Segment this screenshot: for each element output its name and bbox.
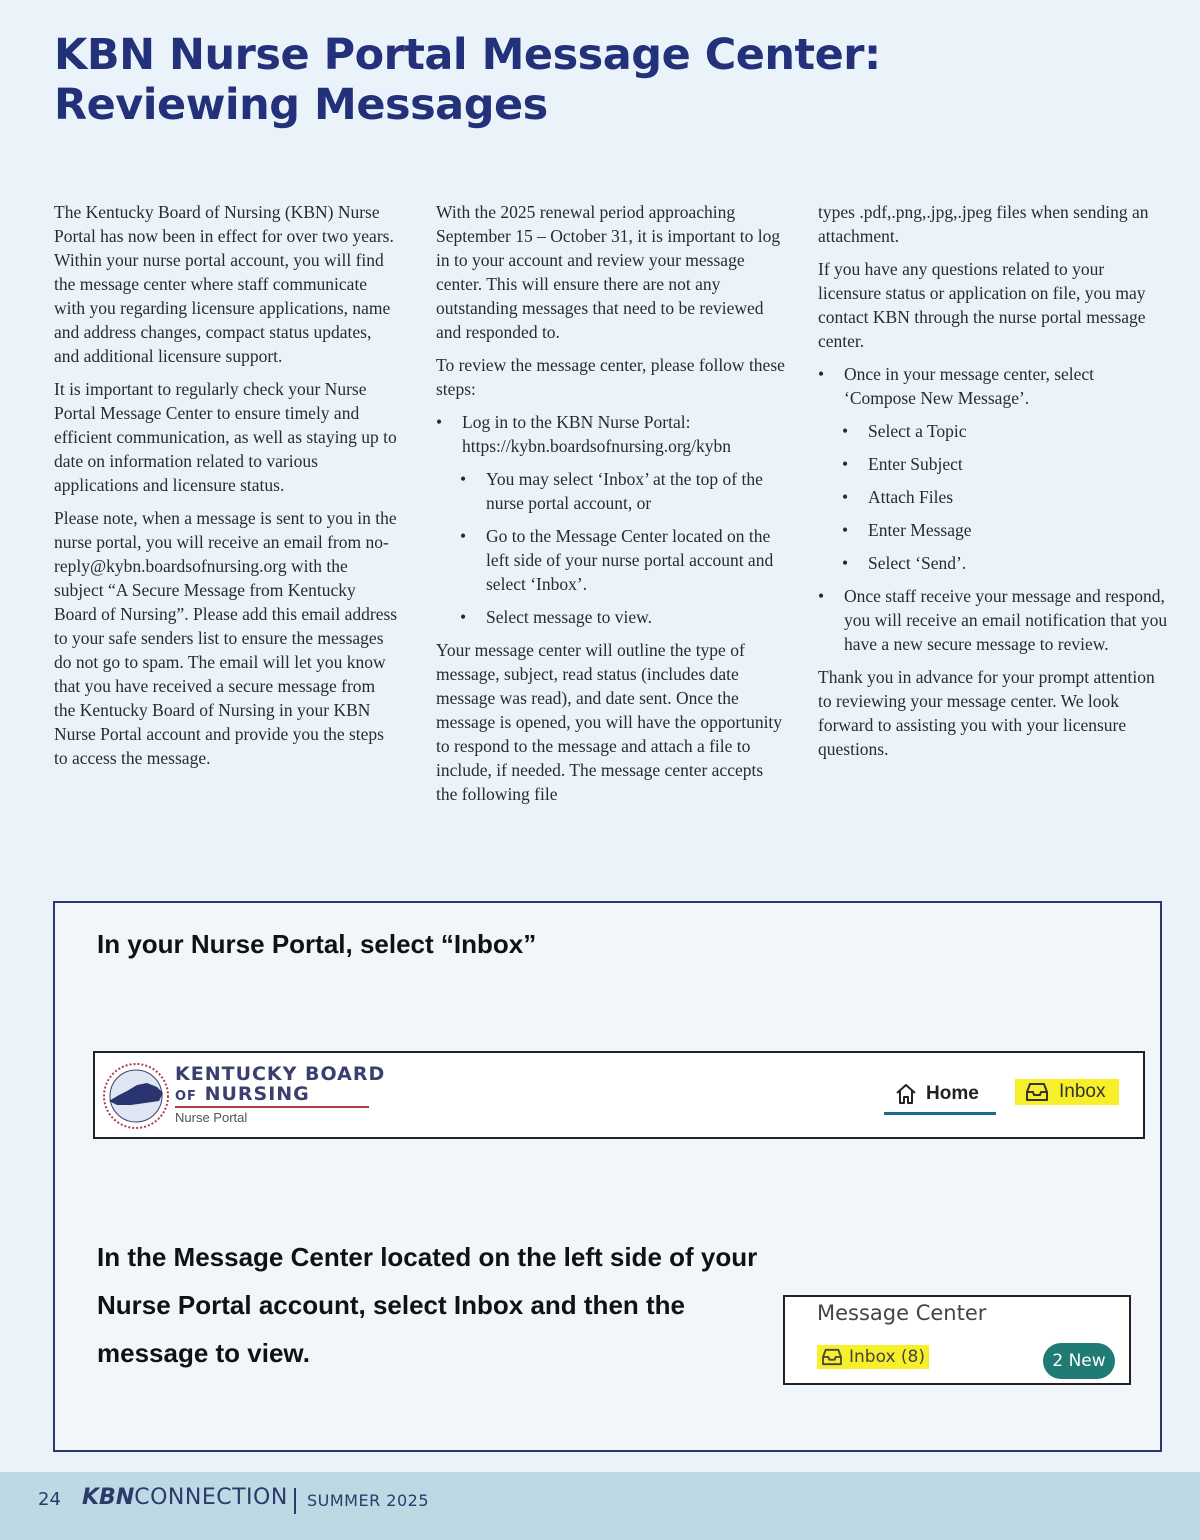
logo-of: OF: [175, 1089, 197, 1104]
list-item: • Enter Message: [842, 518, 1168, 542]
title-line-2: Reviewing Messages: [54, 80, 548, 130]
list-item: • Enter Subject: [842, 452, 1168, 476]
new-messages-badge: 2 New: [1043, 1343, 1115, 1379]
logo-line-1: KENTUCKY BOARD: [175, 1063, 386, 1085]
steps-list: [436, 410, 786, 458]
list-item: • Select ‘Send’.: [842, 551, 1168, 575]
paragraph: Your message center will outline the type of message, subject, read status (includes date message was read), and date sent. Once the message is opened, you will have the opportunity to respond to the message and attach a file to include, if needed. The message center accepts the following file: [436, 640, 783, 804]
message-center-screenshot: [783, 1295, 1131, 1385]
brand-bold: KBN: [82, 1485, 135, 1510]
paragraph: The Kentucky Board of Nursing (KBN) Nurse Portal has now been in effect for over two years. Within your nurse portal account, you will find the message center where staff communicate with you regarding licensure applications, name and address changes, compact status updates, and additional licensure support.: [54, 202, 394, 366]
compose-steps-list: [818, 362, 1168, 410]
list-item: • Attach Files: [842, 485, 1168, 509]
figure-heading-inbox: In your Nurse Portal, select “Inbox”: [97, 929, 537, 959]
message-center-title: Message Center: [817, 1301, 987, 1325]
title-line-1: KBN Nurse Portal Message Center:: [54, 30, 881, 80]
page-footer: [0, 1472, 1200, 1540]
inbox-icon: [1025, 1082, 1049, 1102]
list-item: [436, 410, 786, 458]
home-icon: [894, 1082, 918, 1106]
list-item: • Once staff receive your message and respond, you will receive an email notification that you have a new secure message to review.: [818, 584, 1168, 656]
paragraph: types .pdf,.png,.jpg,.jpeg files when sending an attachment.: [818, 202, 1149, 246]
logo-line-3: Nurse Portal: [175, 1110, 248, 1125]
publication-brand: [82, 1485, 288, 1510]
figure-heading-message-center: In the Message Center located on the left side of your Nurse Portal account, select Inbox and then the message to view.: [97, 1242, 758, 1368]
footer-divider: [294, 1488, 296, 1514]
instruction-figure: [53, 901, 1162, 1452]
brand-rest: CONNECTION: [134, 1485, 288, 1510]
logo-nursing: NURSING: [204, 1083, 310, 1105]
page-title: [54, 30, 1054, 130]
compose-sub-steps: [842, 419, 1168, 575]
issue-label: SUMMER 2025: [307, 1491, 430, 1510]
article-column-2: [436, 200, 786, 815]
inbox-icon: [821, 1348, 843, 1366]
paragraph: Please note, when a message is sent to you in the nurse portal, you will receive an email from no-reply@kybn.boardsofnursing.org with the subject “A Secure Message from Kentucky Board of Nursing”. Please add this email address to your safe senders list to ensure the messages do not go to spam. The email will let you know that you have received a secure message from the Kentucky Board of Nursing in your KBN Nurse Portal account and provide you the steps to access the message.: [54, 508, 398, 768]
response-steps-list: [818, 584, 1168, 656]
nav-home-label: Home: [926, 1082, 979, 1104]
list-item: • You may select ‘Inbox’ at the top of the nurse portal account, or: [460, 467, 786, 515]
paragraph: With the 2025 renewal period approaching September 15 – October 31, it is important to log in to your account and review your message center. This will ensure there are not any outstanding messages that need to be reviewed and responded to.: [436, 202, 781, 342]
paragraph: It is important to regularly check your Nurse Portal Message Center to ensure timely and efficient communication, as well as staying up to date on information related to various applications and licensure status.: [54, 379, 397, 495]
sub-steps-list: [460, 467, 786, 629]
paragraph: If you have any questions related to your licensure status or application on file, you may contact KBN through the nurse portal message center.: [818, 259, 1146, 351]
list-item: • Once in your message center, select ‘Compose New Message’.: [818, 362, 1168, 410]
kbn-seal-icon: [101, 1061, 171, 1131]
portal-link-step: Log in to the KBN Nurse Portal: https://kybn.boardsofnursing.org/kybn: [462, 412, 731, 456]
kbn-logo: [175, 1063, 385, 1125]
list-item: • Select message to view.: [460, 605, 786, 629]
paragraph: To review the message center, please follow these steps:: [436, 355, 785, 399]
nav-inbox-label: Inbox: [1059, 1081, 1106, 1102]
list-item: • Select a Topic: [842, 419, 1168, 443]
nav-home-button[interactable]: [884, 1075, 996, 1115]
logo-line-2: [175, 1083, 385, 1105]
inbox-count-label: Inbox (8): [849, 1347, 926, 1367]
paragraph: Thank you in advance for your prompt attention to reviewing your message center. We look forward to assisting you with your licensure questions.: [818, 667, 1155, 759]
message-center-inbox-link[interactable]: [817, 1345, 929, 1369]
list-item: • Go to the Message Center located on the left side of your nurse portal account and select ‘Inbox’.: [460, 524, 786, 596]
portal-header-screenshot: [93, 1051, 1145, 1139]
nav-inbox-button[interactable]: [1015, 1079, 1119, 1105]
page-number: 24: [38, 1489, 61, 1510]
article-column-3: [818, 200, 1168, 770]
article-column-1: [54, 200, 399, 779]
logo-rule: [175, 1106, 369, 1108]
